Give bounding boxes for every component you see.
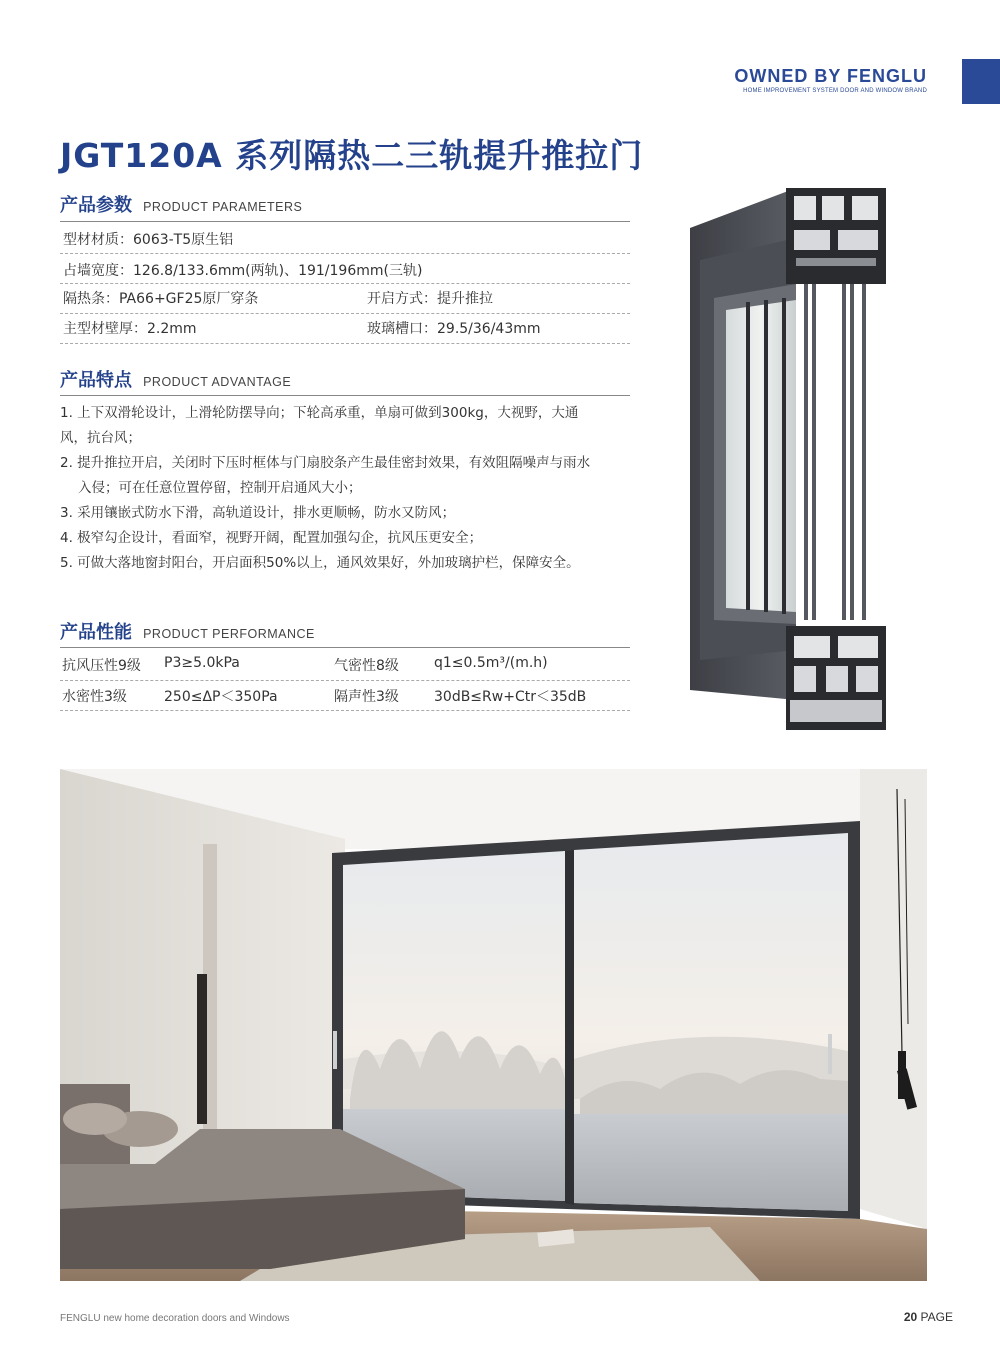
perf-sound-label: 隔声性3级 xyxy=(334,689,399,705)
advantage-rule xyxy=(60,395,630,396)
door-profile-illustration xyxy=(686,180,892,740)
divider xyxy=(60,313,630,314)
param-row-width xyxy=(63,260,630,280)
perf-water-value: 250≤ΔP＜350Pa xyxy=(164,689,278,705)
divider xyxy=(60,253,630,254)
perf-air-value: q1≤0.5m³/(m.h) xyxy=(434,655,548,671)
advantage-heading xyxy=(60,366,291,392)
parameters-heading-zh: 产品参数 xyxy=(60,195,132,216)
advantage-item-5: 5. 可做大落地窗封阳台，开启面积50%以上，通风效果好，外加玻璃护栏，保障安全。 xyxy=(60,555,580,571)
brand-title: OWNED BY FENGLU xyxy=(734,66,927,86)
param-row-strip xyxy=(63,288,630,308)
divider xyxy=(60,710,630,711)
param-thickness: 主型材壁厚：2.2mm xyxy=(63,321,197,337)
divider xyxy=(60,680,630,681)
param-row-thickness xyxy=(63,318,630,338)
param-row-material xyxy=(63,229,630,249)
param-width: 占墙宽度：126.8/133.6mm(两轨)、191/196mm(三轨) xyxy=(63,263,423,279)
advantage-heading-en: PRODUCT ADVANTAGE xyxy=(143,375,292,389)
page-word: PAGE xyxy=(920,1310,953,1324)
parameters-heading xyxy=(60,191,302,217)
param-opening: 开启方式：提升推拉 xyxy=(367,291,493,307)
perf-wind-value: P3≥5.0kPa xyxy=(164,655,240,671)
performance-heading xyxy=(60,618,315,644)
perf-sound-value: 30dB≤Rw+Ctr＜35dB xyxy=(434,689,587,705)
performance-heading-zh: 产品性能 xyxy=(60,622,132,643)
parameters-rule xyxy=(60,221,630,222)
advantage-heading-zh: 产品特点 xyxy=(60,370,132,391)
performance-rule xyxy=(60,647,630,648)
advantage-item-2a: 2. 提升推拉开启，关闭时下压时框体与门扇胶条产生最佳密封效果，有效阻隔噪声与雨水 xyxy=(60,455,591,471)
param-strip: 隔热条：PA66+GF25原厂穿条 xyxy=(63,291,259,307)
advantage-item-1b: 风，抗台风； xyxy=(60,430,141,446)
divider xyxy=(60,283,630,284)
footer-text: FENGLU new home decoration doors and Windows xyxy=(60,1313,290,1324)
perf-air-label: 气密性8级 xyxy=(334,658,399,674)
advantage-item-2b: 入侵；可在任意位置停留，控制开启通风大小； xyxy=(78,480,362,496)
perf-wind-label: 抗风压性9级 xyxy=(62,658,141,674)
page-title: JGT120A 系列隔热二三轨提升推拉门 xyxy=(60,136,644,175)
performance-heading-en: PRODUCT PERFORMANCE xyxy=(143,627,315,641)
perf-water-label: 水密性3级 xyxy=(62,689,127,705)
param-material: 型材材质：6063-T5原生铝 xyxy=(63,232,234,248)
page-number xyxy=(904,1310,953,1324)
parameters-heading-en: PRODUCT PARAMETERS xyxy=(143,200,303,214)
brand-tagline: HOME IMPROVEMENT SYSTEM DOOR AND WINDOW BRAND xyxy=(743,88,927,94)
bedroom-photo xyxy=(60,769,927,1281)
advantage-list xyxy=(60,401,640,576)
brand-color-block xyxy=(962,59,1000,104)
advantage-item-4: 4. 极窄勾企设计，看面窄，视野开阔，配置加强勾企，抗风压更安全； xyxy=(60,530,483,546)
divider xyxy=(60,343,630,344)
param-glass: 玻璃槽口：29.5/36/43mm xyxy=(367,321,541,337)
advantage-item-1a: 1. 上下双滑轮设计，上滑轮防摆导向；下轮高承重，单扇可做到300kg，大视野，大通 xyxy=(60,405,579,421)
page-number-value: 20 xyxy=(903,1310,918,1324)
advantage-item-3: 3. 采用镶嵌式防水下滑，高轨道设计，排水更顺畅，防水又防风； xyxy=(60,505,456,521)
